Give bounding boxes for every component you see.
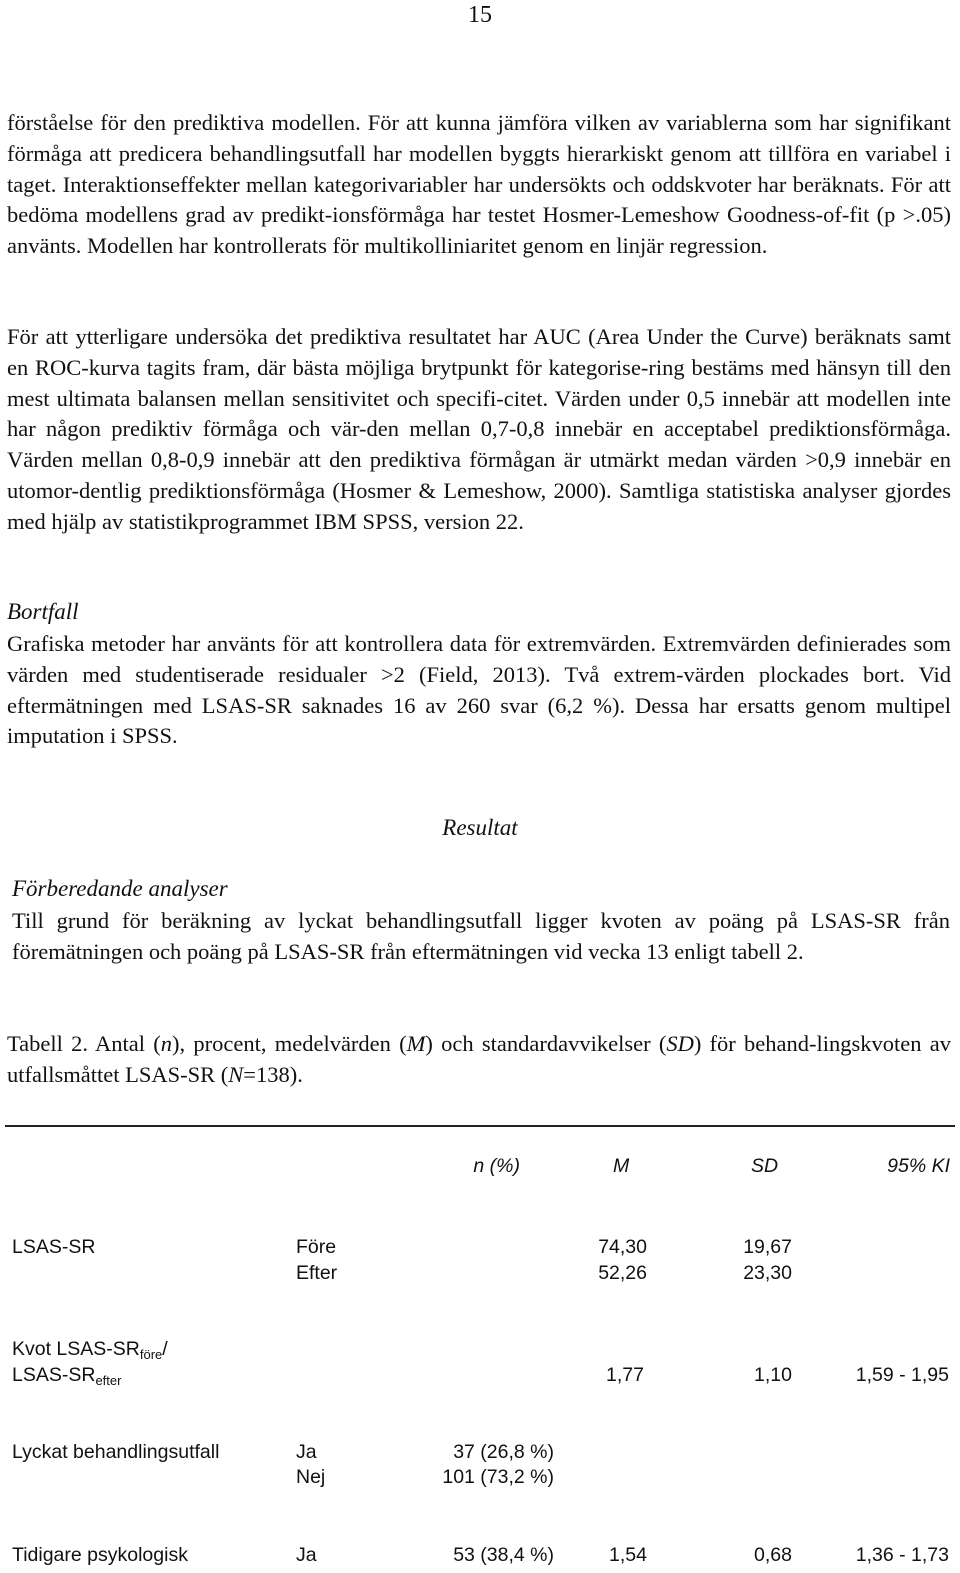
- row-lyckat-nej: Nej: [296, 1466, 326, 1488]
- row-tidigare-sd: 0,68: [754, 1544, 792, 1566]
- row-kvot-label-line2: LSAS-$SR_{efter}$: [12, 1364, 122, 1388]
- row-lyckat-ja: Ja: [296, 1441, 317, 1463]
- row-lyckat-label: Lyckat behandlingsutfall: [12, 1441, 220, 1463]
- row-tidigare-ja: Ja: [296, 1544, 317, 1566]
- header-n-percent: n (%): [473, 1155, 520, 1177]
- row-tidigare-mean: 1,54: [609, 1544, 647, 1566]
- row-lsas-sd-efter: 23,30: [743, 1262, 792, 1284]
- row-tidigare-ki: 1,36 - 1,73: [855, 1544, 949, 1566]
- heading-forberedande-analyser: Förberedande analyser: [12, 876, 228, 901]
- row-tidigare-label: Tidigare psykologisk: [12, 1544, 188, 1566]
- header-sd: SD: [751, 1155, 779, 1177]
- row-lsas-mean-fore: 74,30: [598, 1236, 647, 1258]
- heading-bortfall: Bortfall: [7, 599, 79, 624]
- row-kvot-sd: 1,10: [754, 1364, 792, 1386]
- row-lsas-mean-efter: 52,26: [598, 1262, 647, 1284]
- paragraph-model-method: förståelse för den prediktiva modellen. För att kunna jämföra vilken av variablerna som har signifikant förmåga att predicera behandlingsutfall har modellen byggts hierarkiskt genom att tillföra en variabel i taget. Interaktionseffekter mellan kategorivariabler har undersökts och oddskvoter har beräknats. För att bedöma modellens grad av predikt-ionsförmåga har testet Hosmer-Lemeshow Goodness-of-fit (p >.05) använts. Modellen har kontrollerats för multikolliniaritet genom en linjär regression.: [7, 110, 951, 259]
- row-lsas-label: LSAS-SR: [12, 1236, 96, 1258]
- row-kvot-label-line1: Kvot LSAS-$SR_{före}/$: [12, 1338, 168, 1362]
- table-top-rule: [5, 1125, 955, 1127]
- heading-resultat: Resultat: [442, 815, 518, 840]
- row-kvot-mean: 1,77: [606, 1364, 644, 1386]
- row-lsas-sd-fore: 19,67: [743, 1236, 792, 1258]
- header-95-ki: 95% KI: [887, 1155, 950, 1177]
- row-lsas-efter: Efter: [296, 1262, 338, 1284]
- table-caption: Tabell 2. Antal (n), procent, medelvärden (M) och standardavvikelser (SD) för behand-lingskvoten av utfallsmåttet LSAS-SR (N=138).: [7, 1031, 951, 1087]
- header-mean: M: [613, 1155, 630, 1177]
- row-lyckat-n-nej: 101 (73,2 %): [442, 1466, 554, 1488]
- results-table: [0, 1125, 960, 1573]
- row-kvot-ki: 1,59 - 1,95: [855, 1364, 949, 1386]
- row-lsas-fore: Före: [296, 1236, 337, 1258]
- row-lyckat-n-ja: 37 (26,8 %): [453, 1441, 554, 1463]
- page-number: 15: [468, 2, 492, 28]
- row-tidigare-n-ja: 53 (38,4 %): [453, 1544, 554, 1566]
- paragraph-auc-roc: För att ytterligare undersöka det prediktiva resultatet har AUC (Area Under the Curve) beräknats samt en ROC-kurva tagits fram, där bästa möjliga brytpunkt för kategorise-ring bestäms med hänsyn till den mest ultimata balansen mellan sensitivitet och specifi-citet. Värden under 0,5 innebär att modellen inte har någon prediktiv förmåga och vär-den mellan 0,7-0,8 innebär en acceptabel prediktionsförmåga. Värden mellan 0,8-0,9 innebär att den prediktiva förmågan är utmärkt medan värden >0,9 innebär en utomor-dentlig prediktionsförmåga (Hosmer & Lemeshow, 2000). Samtliga statistiska analyser gjordes med hjälp av statistikprogrammet IBM SPSS, version 22.: [7, 324, 951, 534]
- paragraph-bortfall: Grafiska metoder har använts för att kontrollera data för extremvärden. Extremvärden definierades som värden med studentiserade residualer >2 (Field, 2013). Två extrem-värden plockades bort. Vid eftermätningen med LSAS-SR saknades 16 av 260 svar (6,2 %). Dessa har ersatts genom multipel imputation i SPSS.: [7, 631, 951, 749]
- paragraph-forberedande: Till grund för beräkning av lyckat behandlingsutfall ligger kvoten av poäng på LSAS-SR från föremätningen och poäng på LSAS-SR från eftermätningen vid vecka 13 enligt tabell 2.: [12, 908, 950, 964]
